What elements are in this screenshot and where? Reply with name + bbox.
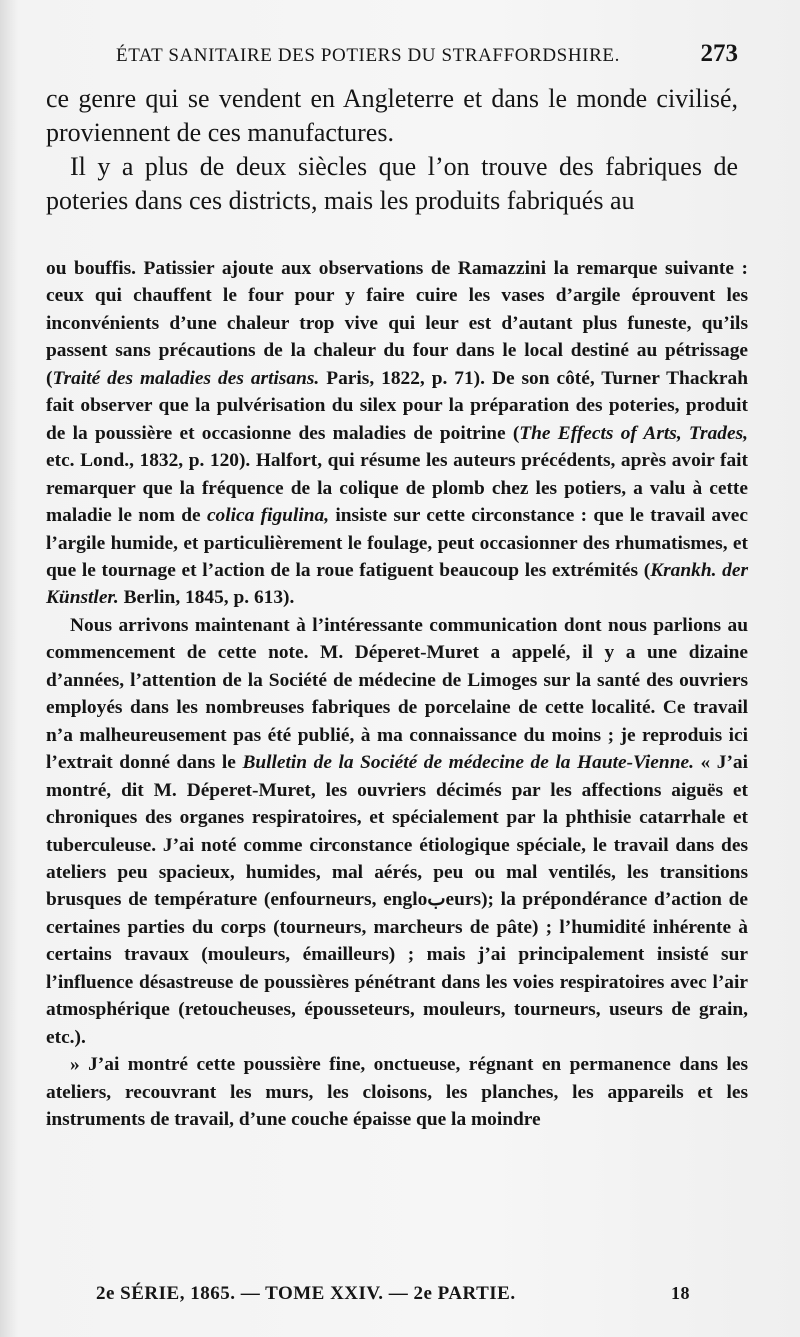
running-title: ÉTAT SANITAIRE DES POTIERS DU STRAFFORDSHIRE. [116, 45, 620, 66]
italic-citation: Traité des maladies des artisans. [52, 367, 320, 389]
paragraph [46, 1051, 748, 1133]
paragraph [46, 255, 748, 612]
italic-citation: colica figulina, [206, 505, 330, 527]
text-run: » J’ai montré cette poussière fine, onctueuse, régnant en permanence dans les ateliers, recouvrant les murs, les cloisons, les planches, les appareils et les instruments de travail, d’une couche épaisse que la moindre [46, 1054, 748, 1131]
text-run: ou bouffis. Patissier ajoute aux observations de Ramazzini la remarque suivante : ceux qui chauffent le four pour y faire cuire les vases d’argile éprouvent les inconvénients d’une chaleur trop vive qui leur est d’autant plus funeste, qu’ils passent sans précautions de la chaleur du four dans le local destiné au pétrissage ( [46, 258, 748, 389]
page-number: 273 [700, 40, 738, 67]
signature-number: 18 [671, 1283, 690, 1303]
signature-footer [96, 1283, 690, 1305]
paragraph [46, 612, 748, 1051]
italic-citation: The Effects of Arts, Trades, [519, 422, 748, 444]
signature-line: 2e SÉRIE, 1865. — TOME XXIV. — 2e PARTIE. [96, 1283, 516, 1304]
text-run: Berlin, 1845, p. 613). [118, 587, 295, 609]
text-run: etc. Lond., 1832, p. 120). Halfort, qui résume les auteurs précédents, après avoir fait remarquer que la fréquence de la colique de plomb chez les potiers, a valu à cette maladie le nom de [46, 450, 748, 527]
paragraph: Il y a plus de deux siècles que l’on trouve des fabriques de poteries dans ces districts, mais les produits fabriqués au [46, 152, 738, 215]
text-run: insiste sur cette circonstance : que le travail avec l’argile humide, et particulièrement le foulage, peut occasionner des rhumatismes, et que le tournage et l’action de la roue fatiguent beaucoup les extrémités ( [46, 505, 748, 581]
paragraph: ce genre qui se vendent en Angleterre et dans le monde civilisé, proviennent de ces manufactures. [46, 84, 738, 147]
text-run: « J’ai montré, dit M. Déperet-Muret, les ouvriers décimés par les affections aiguës et chroniques des organes respiratoires, et spécialement par la phthisie catarrhale et tuberculeuse. J’ai noté comme circonstance étiologique spéciale, le travail dans des ateliers peu spacieux, humides, mal aérés, peu ou mal ventilés, les transitions brusques de température (enfourneurs, engloبeurs); la prépondérance d’action de certaines parties du corps (tourneurs, marcheurs de pâte) ; l’humidité inhérente à certains travaux (mouleurs, émailleurs) ; mais j’ai principalement insisté sur l’influence désastreuse de poussières pénétrant dans les voies respiratoires avec l’air atmosphérique (retoucheuses, épousseteurs, mouleurs, tourneurs, useurs de grain, etc.). [46, 752, 748, 1048]
footnote-text [46, 255, 748, 1134]
text-run: Nous arrivons maintenant à l’intéressante communication dont nous parlions au commencement de cette note. M. Déperet-Muret a appelé, il y a une dizaine d’années, l’attention de la Société de médecine de Limoges sur la santé des ouvriers employés dans les nombreuses fabriques de porcelaine de cette localité. Ce travail n’a malheureusement pas été publié, à ma connaissance du moins ; je reproduis ici l’extrait donné dans le [46, 614, 748, 774]
running-header [116, 40, 738, 68]
italic-citation: Krankh. der Künstler. [46, 559, 749, 609]
text-run: Paris, 1822, p. 71). De son côté, Turner Thackrah fait observer que la pulvérisation du silex pour la préparation des poteries, produit de la poussière et occasionne des maladies de poitrine ( [46, 367, 748, 444]
italic-citation: Bulletin de la Société de médecine de la Haute-Vienne. [242, 752, 694, 774]
large-print-text [46, 82, 738, 218]
